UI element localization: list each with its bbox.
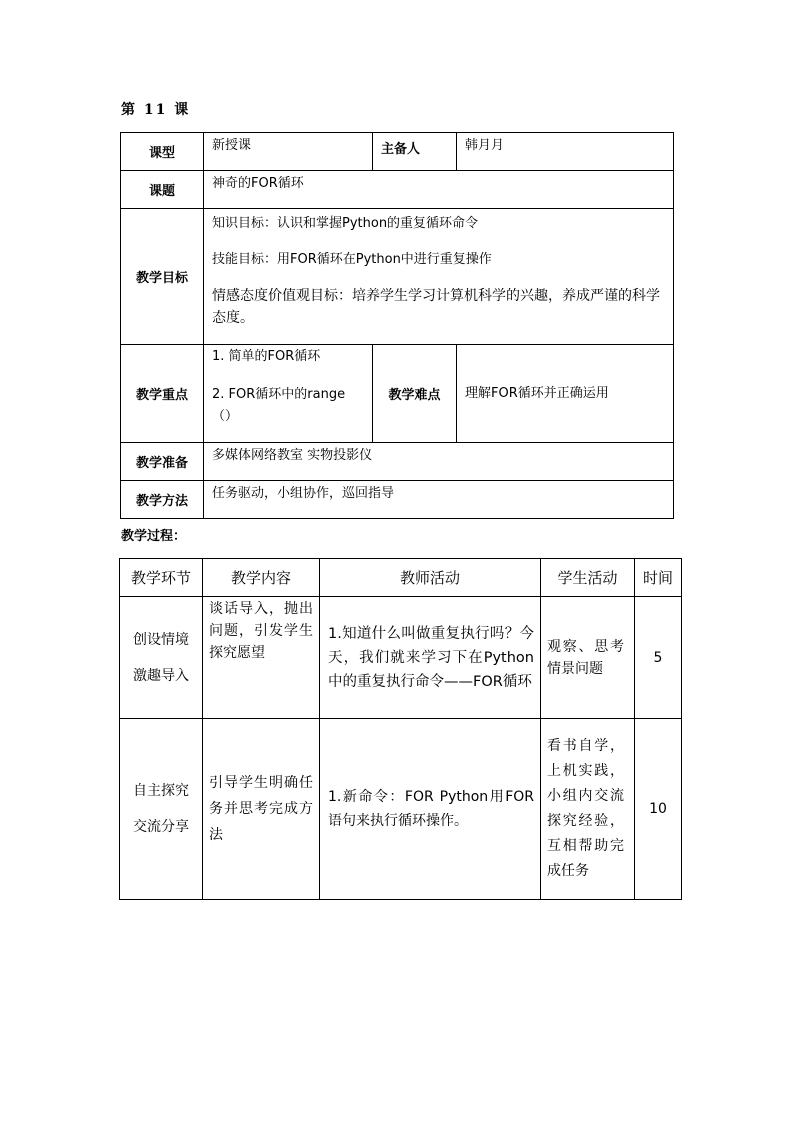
header-content: 教学内容: [203, 559, 320, 597]
student-activity-cell: 观察、思考情景问题: [541, 597, 635, 719]
topic-value: 神奇的FOR循环: [204, 171, 674, 209]
method-label: 教学方法: [121, 481, 204, 519]
difficulty-label: 教学难点: [373, 345, 457, 443]
key-point-1: 1. 简单的FOR循环: [212, 349, 321, 364]
stage-cell: [120, 719, 203, 900]
teacher-activity-cell: 1.新命令：FOR Python用FOR语句来执行循环操作。: [320, 719, 541, 900]
goals-cell: [204, 209, 674, 345]
teacher-activity-cell: 1.知道什么叫做重复执行吗？今天，我们就来学习下在Python中的重复执行命令——FOR循环: [320, 597, 541, 719]
key-points-label: 教学重点: [121, 345, 204, 443]
stage-line: 激趣导入: [133, 667, 189, 684]
goal-attitude: 情感态度价值观目标：培养学生学习计算机科学的兴趣，养成严谨的科学态度。: [212, 288, 660, 326]
teaching-process-table: [119, 558, 682, 900]
preparation-label: 教学准备: [121, 443, 204, 481]
lesson-info-table: [120, 132, 674, 519]
time-cell: 10: [635, 719, 682, 900]
method-value: 任务驱动，小组协作，巡回指导: [204, 481, 674, 519]
stage-cell: [120, 597, 203, 719]
difficulty-value: 理解FOR循环并正确运用: [457, 345, 674, 443]
time-cell: 5: [635, 597, 682, 719]
header-teacher-activity: 教师活动: [320, 559, 541, 597]
preparer-label: 主备人: [373, 133, 457, 171]
topic-label: 课题: [121, 171, 204, 209]
header-stage: 教学环节: [120, 559, 203, 597]
course-type-value: 新授课: [204, 133, 373, 171]
preparer-value: 韩月月: [457, 133, 674, 171]
goals-label: 教学目标: [121, 209, 204, 345]
stage-line: 自主探究: [133, 783, 189, 799]
content-cell: 引导学生明确任务并思考完成方法: [203, 719, 320, 900]
content-cell: 谈话导入，抛出问题，引发学生探究愿望: [203, 597, 320, 719]
course-type-label: 课型: [121, 133, 204, 171]
goal-knowledge: 知识目标：认识和掌握Python的重复循环命令: [212, 216, 479, 231]
preparation-value: 多媒体网络教室 实物投影仪: [204, 443, 674, 481]
header-time: 时间: [635, 559, 682, 597]
key-points-cell: [204, 345, 373, 443]
stage-line: 交流分享: [133, 819, 189, 835]
stage-line: 创设情境: [133, 631, 189, 648]
table-row: [120, 719, 682, 900]
key-point-2: 2. FOR循环中的range（）: [212, 387, 346, 424]
lesson-title: 第 11 课: [121, 102, 191, 118]
process-header-row: [120, 559, 682, 597]
goal-skill: 技能目标：用FOR循环在Python中进行重复操作: [212, 252, 492, 267]
header-student-activity: 学生活动: [541, 559, 635, 597]
student-activity-cell: 看书自学，上机实践，小组内交流探究经验，互相帮助完成任务: [541, 719, 635, 900]
process-heading: 教学过程：: [121, 529, 187, 544]
table-row: [120, 597, 682, 719]
